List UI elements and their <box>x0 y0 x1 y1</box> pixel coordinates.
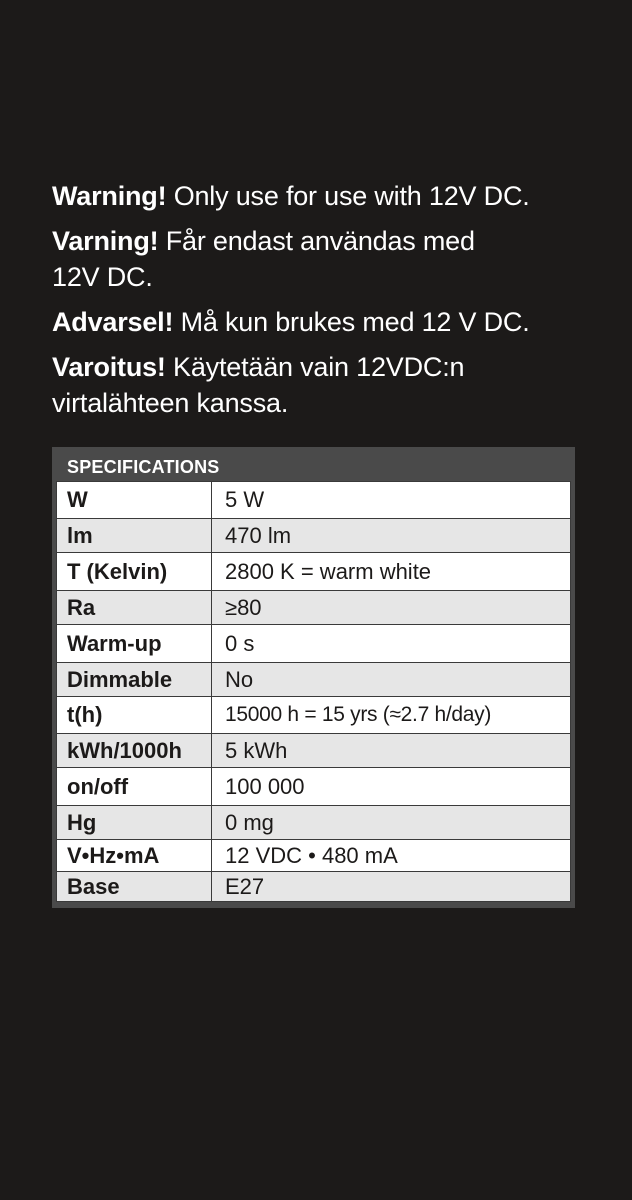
spec-key: Dimmable <box>57 663 212 697</box>
spec-key: t(h) <box>57 697 212 734</box>
warnings-section <box>52 178 592 430</box>
specifications-table <box>56 481 571 902</box>
specifications-box <box>52 447 575 908</box>
table-row <box>57 872 571 902</box>
warning-norwegian <box>52 304 592 340</box>
spec-key: on/off <box>57 768 212 806</box>
warning-keyword: Varoitus! <box>52 352 166 382</box>
warning-keyword: Varning! <box>52 226 159 256</box>
warning-text: Only use for use with 12V DC. <box>166 181 530 211</box>
table-row <box>57 697 571 734</box>
spec-key: T (Kelvin) <box>57 553 212 591</box>
spec-value: 12 VDC • 480 mA <box>212 840 571 872</box>
table-row <box>57 591 571 625</box>
spec-value: 100 000 <box>212 768 571 806</box>
table-row <box>57 625 571 663</box>
table-row <box>57 663 571 697</box>
warning-finnish <box>52 349 512 421</box>
spec-key: Ra <box>57 591 212 625</box>
table-row <box>57 553 571 591</box>
table-row <box>57 519 571 553</box>
warning-text: Får endast användas med 12V DC. <box>52 226 475 292</box>
warning-english <box>52 178 592 214</box>
warning-text: Käytetään vain 12VDC:n virtalähteen kanssa. <box>52 352 465 418</box>
spec-value: 15000 h = 15 yrs (≈2.7 h/day) <box>212 697 571 734</box>
spec-value: 2800 K = warm white <box>212 553 571 591</box>
specifications-title: SPECIFICATIONS <box>67 457 220 477</box>
table-row <box>57 840 571 872</box>
spec-value: ≥80 <box>212 591 571 625</box>
warning-keyword: Warning! <box>52 181 167 211</box>
warning-keyword: Advarsel! <box>52 307 174 337</box>
spec-key: Hg <box>57 806 212 840</box>
spec-value: 5 W <box>212 482 571 519</box>
spec-key: lm <box>57 519 212 553</box>
spec-value: No <box>212 663 571 697</box>
table-row <box>57 482 571 519</box>
warning-swedish <box>52 223 522 295</box>
warning-text: Må kun brukes med 12 V DC. <box>173 307 530 337</box>
spec-key: Warm-up <box>57 625 212 663</box>
spec-value: 0 mg <box>212 806 571 840</box>
table-row <box>57 806 571 840</box>
spec-value: 470 lm <box>212 519 571 553</box>
spec-value: 5 kWh <box>212 734 571 768</box>
table-row <box>57 734 571 768</box>
table-row <box>57 768 571 806</box>
spec-key: Base <box>57 872 212 902</box>
spec-value: E27 <box>212 872 571 902</box>
spec-key: W <box>57 482 212 519</box>
spec-key: V•Hz•mA <box>57 840 212 872</box>
spec-value: 0 s <box>212 625 571 663</box>
spec-key: kWh/1000h <box>57 734 212 768</box>
